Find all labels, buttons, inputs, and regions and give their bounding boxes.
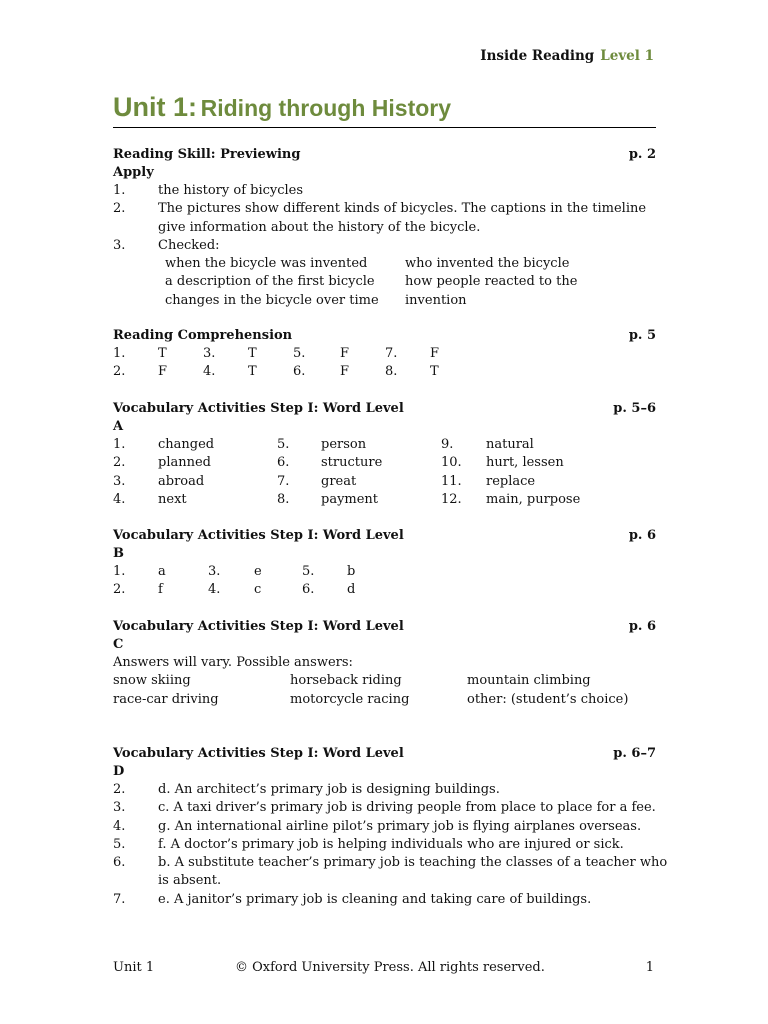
footer-copyright: © Oxford University Press. All rights reserved.	[235, 960, 545, 975]
intro-text: Answers will vary. Possible answers:	[113, 655, 353, 670]
page-ref: p. 2	[628, 147, 656, 162]
section-heading	[113, 400, 656, 418]
answer-row: 1. T 3. T 5. F 7. F	[113, 346, 440, 361]
section-heading	[113, 745, 656, 763]
list-item: 1. the history of bicycles	[113, 183, 304, 198]
checked-row: when the bicycle was invented who invented the bicycle	[165, 256, 570, 272]
list-item: give information about the history of the bicycle.	[158, 219, 481, 235]
heading-text: Vocabulary Activities Step I: Word Level	[113, 746, 404, 761]
level-label: Level 1	[600, 48, 654, 64]
heading-text: Vocabulary Activities Step I: Word Level	[113, 528, 404, 543]
heading-text: Reading Comprehension	[113, 328, 293, 343]
page-ref: p. 6	[628, 528, 656, 543]
section-vocab-d	[113, 745, 668, 909]
section-vocab-c	[113, 618, 656, 709]
list-item: 2. The pictures show different kinds of bicycles. The captions in the timeline	[113, 201, 647, 217]
section-heading	[113, 527, 656, 545]
footer-unit: Unit 1	[113, 960, 155, 975]
answer-row: 2. planned 6. structure 10. hurt, lessen	[113, 455, 564, 471]
book-title: Inside Reading	[480, 48, 595, 64]
page-ref: p. 6	[628, 619, 656, 634]
section-heading	[113, 327, 656, 345]
answer-row: race-car driving motorcycle racing other: (student’s choice)	[113, 691, 629, 707]
list-item: is absent.	[158, 873, 222, 889]
list-item: 5. f. A doctor’s primary job is helping individuals who are injured or sick.	[113, 836, 624, 852]
list-item: 7. e. A janitor’s primary job is cleaning and taking care of buildings.	[113, 891, 592, 907]
answer-row: 3. abroad 7. great 11. replace	[113, 473, 536, 489]
running-header	[480, 48, 654, 64]
answer-row: 2. f 4. c 6. d	[113, 582, 356, 598]
checked-row: a description of the first bicycle how people reacted to the	[165, 274, 578, 290]
subheading: Apply	[113, 165, 154, 180]
answer-row: 1. a 3. e 5. b	[113, 564, 356, 579]
section-vocab-a	[113, 400, 656, 509]
section-heading	[113, 618, 656, 636]
subheading: C	[113, 637, 124, 652]
heading-text: Vocabulary Activities Step I: Word Level	[113, 619, 404, 634]
page-ref: p. 6–7	[613, 746, 656, 761]
list-item: 3. Checked:	[113, 237, 220, 253]
title-rule	[113, 127, 656, 128]
subheading: B	[113, 546, 124, 561]
unit-label: Unit 1:	[113, 92, 197, 122]
list-item: 2. d. An architect’s primary job is designing buildings.	[113, 782, 500, 797]
footer-page-number: 1	[645, 960, 654, 975]
page-ref: p. 5–6	[613, 401, 656, 416]
list-item: 6. b. A substitute teacher’s primary job is teaching the classes of a teacher who	[113, 855, 668, 871]
page-title	[113, 92, 451, 123]
section-reading-comprehension	[113, 327, 656, 382]
subheading: D	[113, 764, 125, 779]
list-item: 4. g. An international airline pilot’s primary job is flying airplanes overseas.	[113, 818, 642, 834]
checked-row: changes in the bicycle over time invention	[165, 292, 467, 308]
section-reading-skill	[113, 146, 656, 310]
subheading: A	[113, 419, 124, 434]
page-ref: p. 5	[628, 328, 656, 343]
section-vocab-b	[113, 527, 656, 600]
answer-row: snow skiing horseback riding mountain climbing	[113, 673, 591, 689]
list-item: 3. c. A taxi driver’s primary job is driving people from place to place for a fee.	[113, 800, 656, 816]
heading-text: Vocabulary Activities Step I: Word Level	[113, 401, 404, 416]
unit-name: Riding through History	[200, 95, 452, 121]
answer-row: 2. F 4. T 6. F 8. T	[113, 364, 439, 380]
section-heading	[113, 146, 656, 164]
heading-text: Reading Skill: Previewing	[113, 147, 301, 162]
answer-row: 4. next 8. payment 12. main, purpose	[113, 491, 581, 507]
answer-row: 1. changed 5. person 9. natural	[113, 437, 534, 452]
